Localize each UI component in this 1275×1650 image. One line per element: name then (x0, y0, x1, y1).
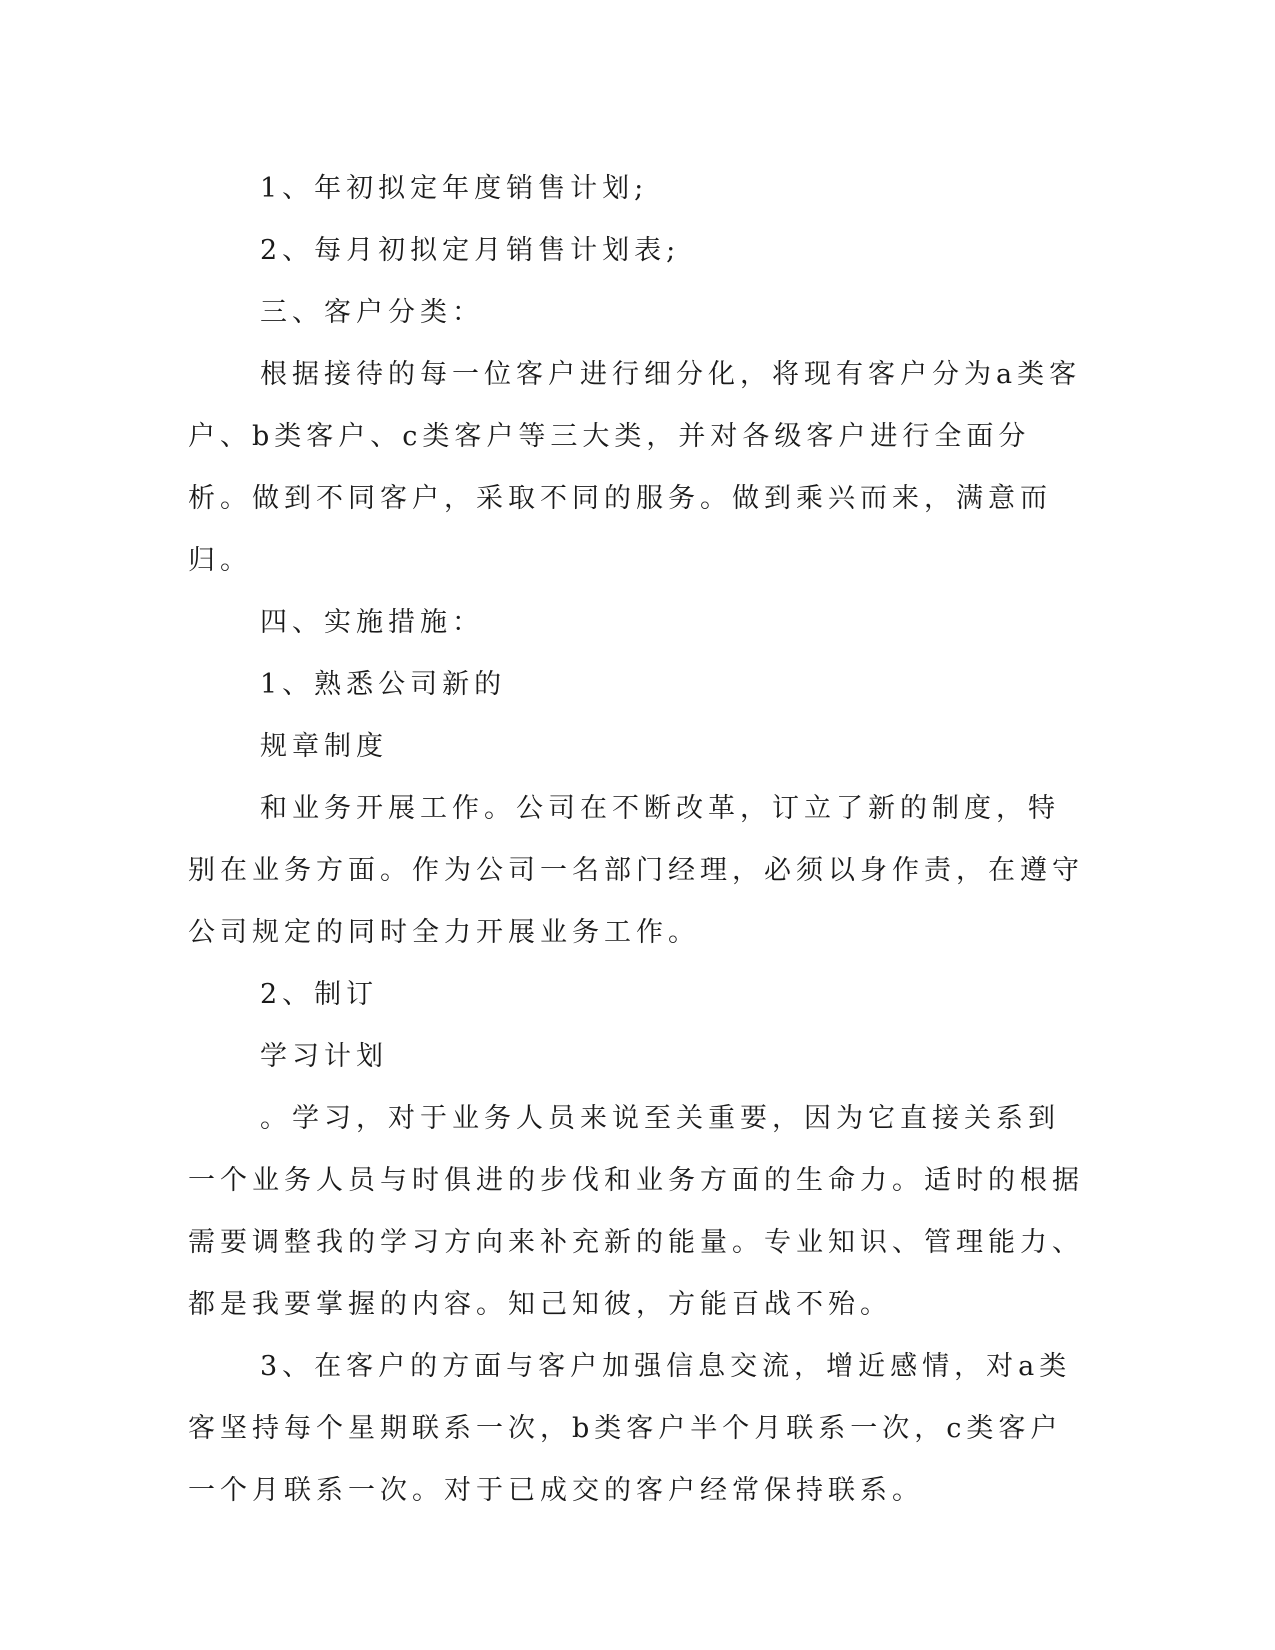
paragraph-item-1-start: 1、熟悉公司新的 (260, 669, 507, 700)
heading-customer-classification: 三、客户分类： (260, 297, 484, 328)
paragraph-annual-plan: 1、年初拟定年度销售计划; (260, 173, 649, 204)
paragraph-customer-segmentation: 根据接待的每一位客户进行细分化，将现有客户分为a类客户、b类客户、c类客户等三大类，并对各级客户进行全面分析。做到不同客户，采取不同的服务。做到乘兴而来，满意而归。 (188, 359, 1082, 576)
paragraph-item-1-body: 和业务开展工作。公司在不断改革，订立了新的制度，特别在业务方面。作为公司一名部门经理，必须以身作责，在遵守公司规定的同时全力开展业务工作。 (188, 793, 1084, 948)
heading-implementation-measures: 四、实施措施： (260, 607, 484, 638)
document-body (188, 158, 1088, 1522)
paragraph-item-3: 3、在客户的方面与客户加强信息交流，增近感情，对a类客坚持每个星期联系一次，b类客户半个月联系一次，c类客户一个月联系一次。对于已成交的客户经常保持联系。 (188, 1351, 1072, 1506)
paragraph-item-1-link: 规章制度 (260, 731, 388, 762)
paragraph-item-2-link: 学习计划 (260, 1041, 388, 1072)
paragraph-monthly-plan: 2、每月初拟定月销售计划表; (260, 235, 681, 266)
paragraph-item-2-start: 2、制订 (260, 979, 379, 1010)
paragraph-item-2-body: 。学习，对于业务人员来说至关重要，因为它直接关系到一个业务人员与时俱进的步伐和业务方面的生命力。适时的根据需要调整我的学习方向来补充新的能量。专业知识、管理能力、都是我要掌握的内容。知己知彼，方能百战不殆。 (188, 1103, 1084, 1320)
